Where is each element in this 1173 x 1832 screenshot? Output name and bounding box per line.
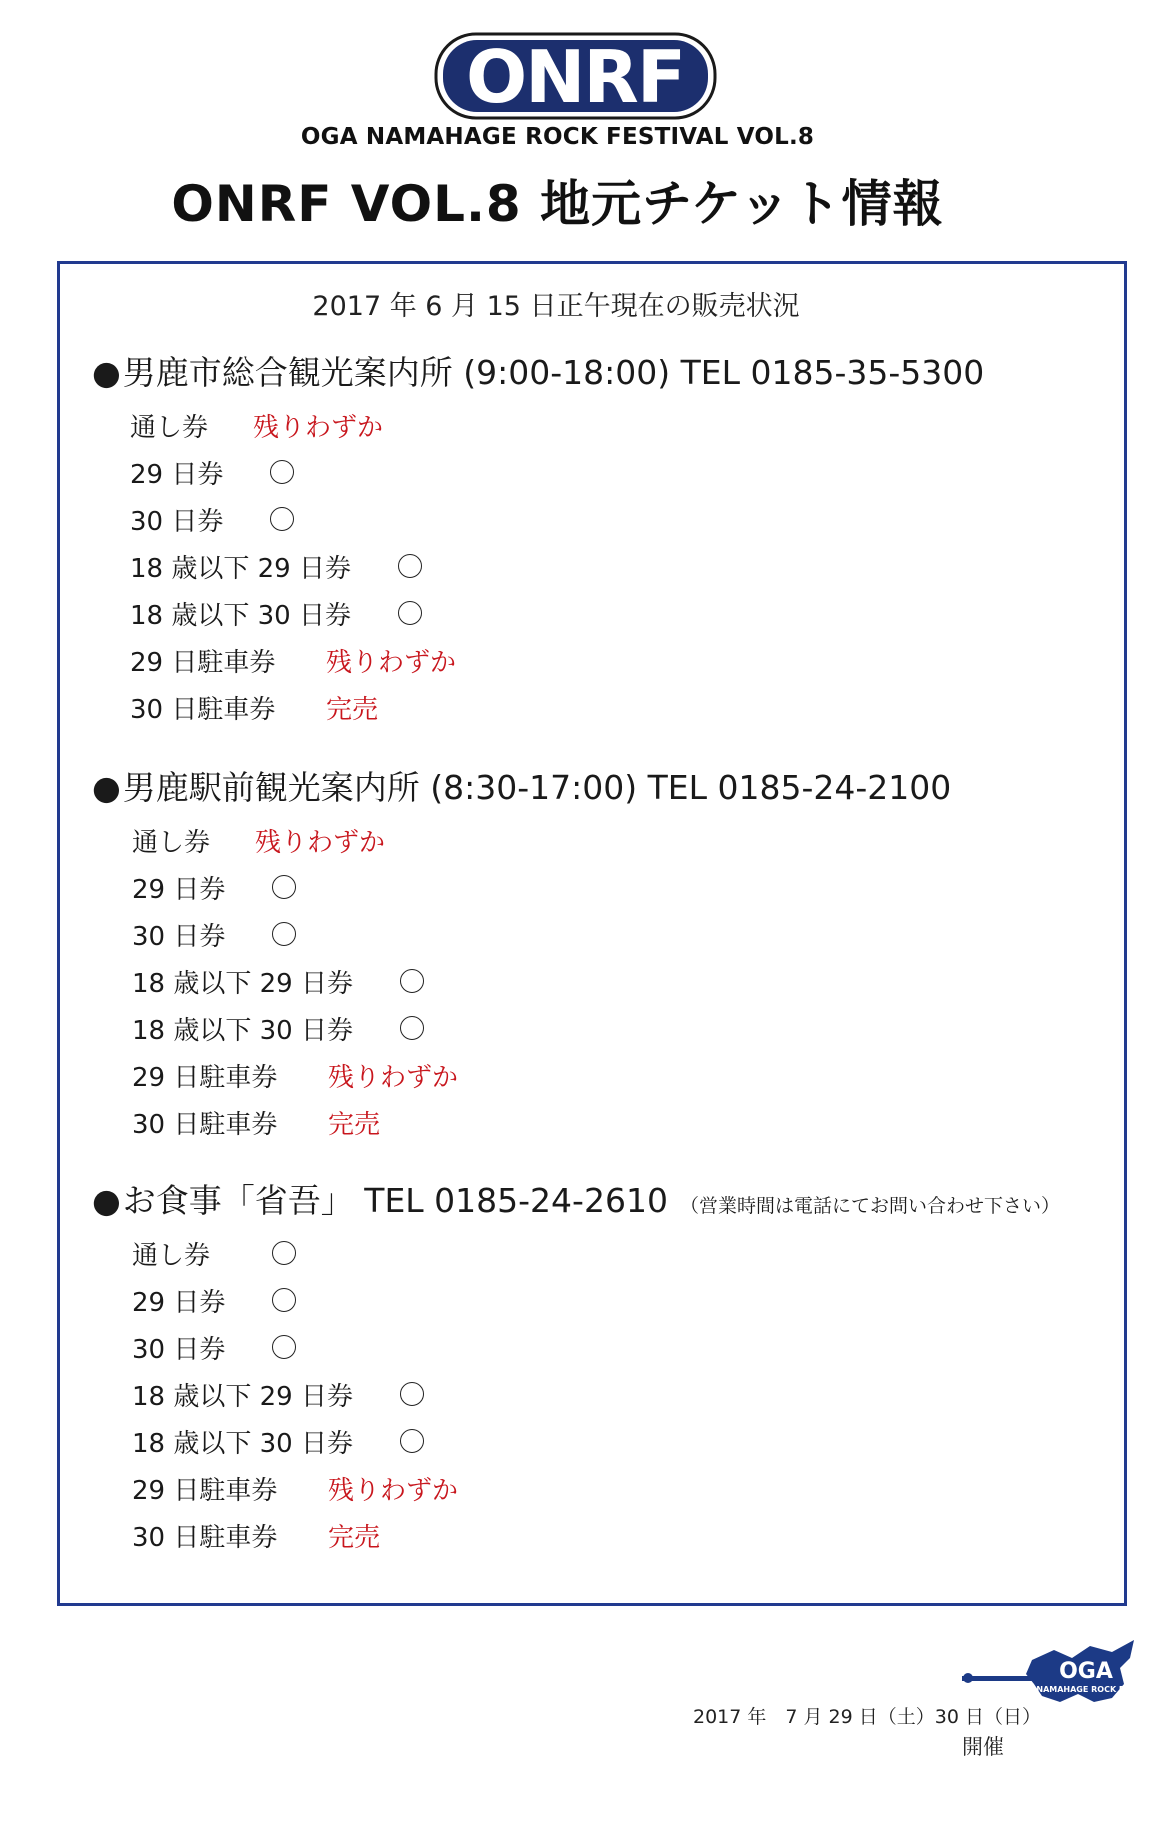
shop-name: 男鹿市総合観光案内所 (9:00-18:00) TEL 0185-35-5300 (122, 353, 985, 392)
ticket-label: 29 日駐車券 (130, 648, 276, 678)
shop-heading (92, 762, 951, 809)
available-circle-icon (272, 922, 296, 946)
available-circle-icon (400, 1429, 424, 1453)
ticket-label: 30 日券 (132, 1335, 226, 1365)
ticket-status: 残りわずか (255, 828, 386, 858)
available-circle-icon (272, 1288, 296, 1312)
festival-subtitle: OGA NAMAHAGE ROCK FESTIVAL VOL.8 (300, 124, 815, 150)
ticket-label: 29 日券 (130, 460, 224, 490)
ticket-label: 通し券 (130, 413, 209, 443)
available-circle-icon (398, 554, 422, 578)
shop-heading (92, 347, 984, 394)
logo-text: ONRF (465, 35, 685, 119)
ticket-label: 通し券 (132, 1241, 211, 1271)
ticket-label: 29 日券 (132, 1288, 226, 1318)
ticket-label: 30 日駐車券 (132, 1110, 278, 1140)
ticket-label: 30 日駐車券 (132, 1523, 278, 1553)
ticket-status: 完売 (328, 1110, 381, 1140)
shop-heading (92, 1175, 1060, 1222)
shop-note: （営業時間は電話にてお問い合わせ下さい） (679, 1195, 1060, 1217)
available-circle-icon (272, 1335, 296, 1359)
ticket-status: 残りわずか (328, 1476, 459, 1506)
ticket-label: 通し券 (132, 828, 211, 858)
ticket-label: 29 日券 (132, 875, 226, 905)
available-circle-icon (270, 507, 294, 531)
available-circle-icon (400, 1382, 424, 1406)
ticket-label: 18 歳以下 29 日券 (132, 969, 353, 999)
ticket-label: 18 歳以下 30 日券 (130, 601, 351, 631)
available-circle-icon (272, 875, 296, 899)
ticket-label: 18 歳以下 29 日券 (130, 554, 351, 584)
available-circle-icon (398, 601, 422, 625)
ticket-status: 残りわずか (253, 413, 384, 443)
available-circle-icon (270, 460, 294, 484)
ticket-label: 30 日駐車券 (130, 695, 276, 725)
bullet-icon: ● (92, 353, 121, 392)
ticket-label: 29 日駐車券 (132, 1063, 278, 1093)
available-circle-icon (400, 1016, 424, 1040)
oga-guitar-logo (962, 1640, 1137, 1708)
oga-logo-subtext: NAMAHAGE ROCK FES (1036, 1685, 1136, 1694)
ticket-status: 残りわずか (326, 648, 457, 678)
bullet-icon: ● (92, 1181, 121, 1220)
oga-logo-text: OGA (1059, 1659, 1113, 1684)
ticket-status: 完売 (326, 695, 379, 725)
ticket-label: 30 日券 (132, 922, 226, 952)
bullet-icon: ● (92, 768, 121, 807)
ticket-label: 18 歳以下 29 日券 (132, 1382, 353, 1412)
ticket-label: 18 歳以下 30 日券 (132, 1016, 353, 1046)
ticket-status: 残りわずか (328, 1063, 459, 1093)
ticket-label: 18 歳以下 30 日券 (132, 1429, 353, 1459)
held-label: 開催 (962, 1735, 1004, 1759)
ticket-label: 29 日駐車券 (132, 1476, 278, 1506)
festival-dates: 2017 年 7 月 29 日（土）30 日（日） (693, 1706, 1041, 1728)
available-circle-icon (400, 969, 424, 993)
ticket-label: 30 日券 (130, 507, 224, 537)
onrf-logo (433, 30, 718, 122)
page-title: ONRF VOL.8 地元チケット情報 (171, 175, 944, 233)
ticket-status: 完売 (328, 1523, 381, 1553)
status-date: 2017 年 6 月 15 日正午現在の販売状況 (312, 291, 800, 322)
shop-name: 男鹿駅前観光案内所 (8:30-17:00) TEL 0185-24-2100 (122, 768, 952, 807)
available-circle-icon (272, 1241, 296, 1265)
shop-name: お食事「省吾」 TEL 0185-24-2610 (122, 1181, 668, 1220)
